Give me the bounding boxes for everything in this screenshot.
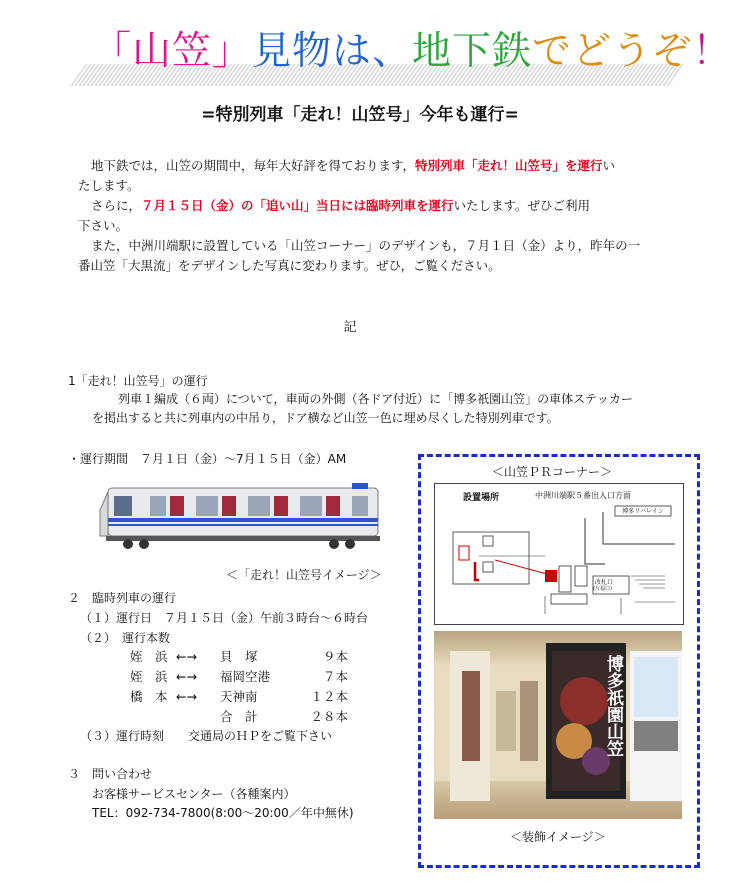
run-day: （１）運行日 ７月１５日（金）午前３時台～６時台 xyxy=(80,611,369,625)
route-from: 橋 本 xyxy=(130,689,168,704)
route-table-body xyxy=(130,646,348,726)
intro-paragraph-3 xyxy=(78,236,678,276)
route-row xyxy=(130,706,348,726)
route-row xyxy=(130,666,348,686)
section1-heading: 1「走れ！山笠号」の運行 xyxy=(68,374,208,388)
run-period: ・運行期間 ７月１日（金）～7月１５日（金）AM xyxy=(68,452,347,466)
intro-p1-red: 特別列車「走れ！山笠号」を運行 xyxy=(415,158,603,173)
map-drawing xyxy=(435,484,683,624)
map-title: 設置場所 xyxy=(463,493,500,503)
decoration-caption: ＜装飾イメージ＞ xyxy=(510,830,606,844)
intro-p3-a: また，中洲川端駅に設置している「山笠コーナー」のデザインも，７月１日（金）より，昨年の一 xyxy=(91,238,641,253)
route-row xyxy=(130,646,348,666)
map-subtitle: 中洲川端駅５番出入口方面 xyxy=(535,491,631,500)
service-center: お客様サービスセンター（各種案内） xyxy=(92,787,296,801)
title-part-5: ！ xyxy=(692,29,732,74)
map-exit-label: 改札口 xyxy=(595,579,614,586)
ki-label: 記 xyxy=(343,320,357,335)
intro-p1-b: い xyxy=(602,158,616,173)
route-from xyxy=(130,706,176,726)
section2-heading: ２ 臨時列車の運行 xyxy=(68,591,177,605)
telephone: TEL：092-734-7800(8:00～20:00／年中無休) xyxy=(92,806,354,820)
map-exit-sublabel: (片福口) xyxy=(593,586,612,592)
page-title xyxy=(92,20,732,76)
route-count: ９本 xyxy=(322,649,348,664)
intro-p1-c: たします。 xyxy=(78,178,140,193)
route-table xyxy=(130,646,348,726)
route-count: ７本 xyxy=(322,669,348,684)
map-shop-label: 博多リバレイン xyxy=(622,508,664,515)
intro-p3-b: 番山笠「大黒流」をデザインした写真に変わります。ぜひ，ご覧ください。 xyxy=(78,258,501,273)
subtitle: =特別列車「走れ！山笠号」今年も運行= xyxy=(201,105,519,125)
banner-text: 博多祇園山笠 xyxy=(603,655,623,757)
intro-p2-c: 下さい。 xyxy=(78,218,129,233)
decoration-photo xyxy=(434,631,682,819)
title-part-1: 「山笠」 xyxy=(92,29,253,74)
train-caption: ＜「走れ！山笠号イメージ＞ xyxy=(226,568,382,582)
route-row xyxy=(130,686,348,706)
title-part-3: 地下鉄 xyxy=(412,29,533,74)
pr-corner-caption: ＜山笠ＰＲコーナー＞ xyxy=(492,465,613,479)
route-count: １２本 xyxy=(310,689,348,704)
section1-body-b: を掲出すると共に列車内の中吊り，ドア横など山笠一色に埋め尽くした特別列車です。 xyxy=(92,411,559,425)
title-part-2: 見物は、 xyxy=(252,29,413,74)
run-times: （３）運行時刻 交通局のＨＰをご覧下さい xyxy=(80,729,333,743)
route-to: 貝 塚 xyxy=(220,649,258,664)
section1-body-a: 列車１編成（６両）について，車両の外側（各ドア付近）に「博多祇園山笠」の車体ステッカー xyxy=(118,392,633,406)
route-arrow xyxy=(176,706,220,726)
intro-paragraph-2 xyxy=(78,196,678,236)
route-to: 福岡空港 xyxy=(220,669,271,684)
route-count: ２８本 xyxy=(310,709,348,724)
station-photo-drawing xyxy=(434,631,682,819)
route-to: 天神南 xyxy=(220,689,258,704)
intro-p2-a: さらに， xyxy=(91,198,142,213)
intro-paragraph-1 xyxy=(78,156,678,196)
title-part-4: でどうぞ xyxy=(532,29,693,74)
intro-p2-b: いたします。ぜひご利用 xyxy=(453,198,591,213)
route-from: 姪 浜 xyxy=(130,669,168,684)
route-arrow: ←→ xyxy=(176,648,197,664)
section3-heading: ３ 問い合わせ xyxy=(68,767,153,781)
route-arrow: ←→ xyxy=(176,668,197,684)
intro-p1-a: 地下鉄では，山笠の期間中，毎年大好評を得ております， xyxy=(91,158,416,173)
location-map xyxy=(434,483,684,625)
route-from: 姪 浜 xyxy=(130,649,168,664)
train-image xyxy=(98,480,383,550)
title-block xyxy=(78,20,732,90)
intro-p2-red: ７月１５日（金）の「追い山」当日には臨時列車を運行 xyxy=(141,198,454,213)
route-arrow: ←→ xyxy=(176,688,197,704)
run-count-label: （２） 運行本数 xyxy=(80,631,171,645)
route-to: 合 計 xyxy=(220,709,258,724)
